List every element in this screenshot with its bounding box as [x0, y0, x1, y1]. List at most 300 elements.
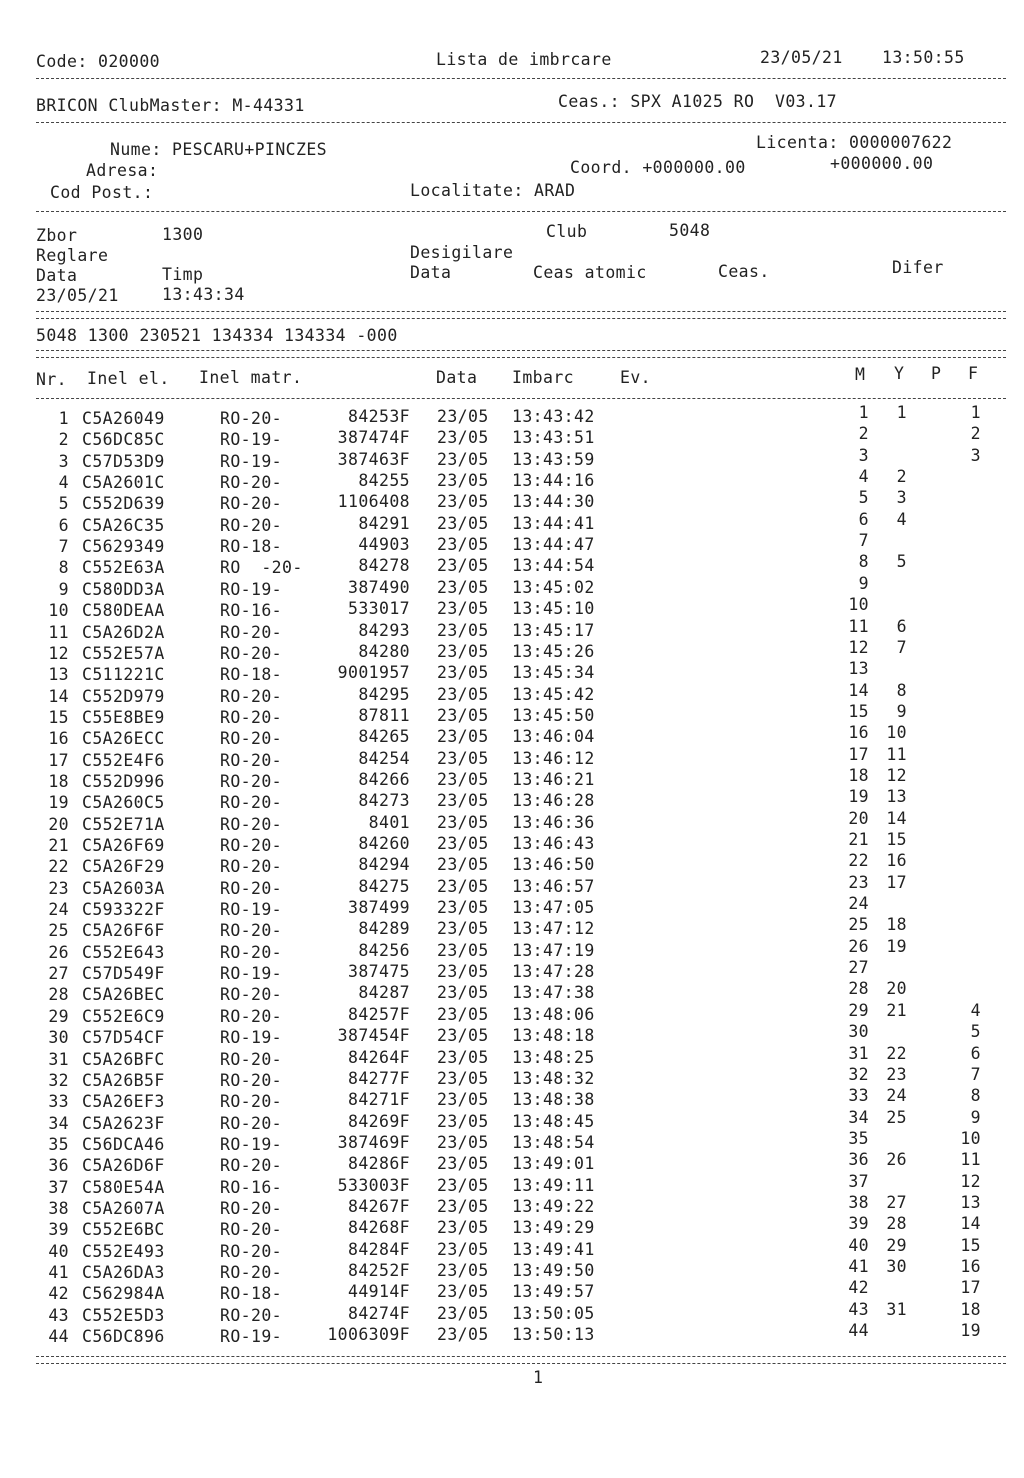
col-y: 26	[886, 1150, 907, 1170]
row-number: 33	[48, 1092, 69, 1112]
ring-number: 84286F	[347, 1154, 410, 1174]
arrival-date: 23/05	[437, 1261, 489, 1280]
arrival-date: 23/05	[437, 1325, 489, 1345]
electronic-ring: C57D53D9	[82, 451, 165, 471]
row-number: 11	[48, 622, 69, 642]
col-m: 14	[848, 680, 869, 700]
col-y: 6	[896, 616, 907, 636]
arrival-time: 13:44:16	[512, 471, 595, 491]
arrival-time: 13:48:18	[512, 1026, 595, 1046]
col-m: 13	[848, 659, 869, 679]
ring-prefix: RO-20-	[220, 1049, 283, 1069]
col-f: 19	[960, 1321, 981, 1341]
col-f: 13	[960, 1192, 981, 1212]
arrival-date: 23/05	[437, 983, 489, 1003]
document-title: Lista de imbrcare	[436, 50, 612, 69]
arrival-date: 23/05	[437, 449, 489, 469]
col-f: 5	[970, 1022, 981, 1042]
arrival-date: 23/05	[437, 1282, 489, 1302]
electronic-ring: C5A26F69	[82, 836, 165, 855]
arrival-time: 13:46:04	[512, 727, 595, 747]
ring-prefix: RO-20-	[220, 942, 283, 962]
row-number: 20	[48, 814, 69, 834]
arrival-time: 13:46:43	[512, 834, 595, 853]
col-f: 10	[960, 1128, 981, 1148]
col-f: 14	[960, 1214, 981, 1234]
ring-prefix: RO-20-	[220, 771, 283, 791]
arrival-time: 13:45:42	[512, 684, 595, 704]
row-number: 12	[48, 643, 69, 663]
arrival-time: 13:45:17	[512, 620, 595, 640]
row-number: 21	[48, 836, 69, 855]
arrival-time: 13:46:12	[512, 748, 595, 768]
arrival-date: 23/05	[437, 791, 489, 811]
row-number: 23	[48, 878, 69, 898]
col-m: 5	[858, 488, 869, 508]
ring-number: 84284F	[347, 1239, 410, 1259]
electronic-ring: C5A26F29	[82, 857, 165, 877]
col-m: 39	[848, 1214, 869, 1234]
row-number: 1	[58, 409, 69, 428]
row-number: 32	[48, 1070, 69, 1090]
ring-number: 84257F	[347, 1004, 410, 1024]
summary-line: 5048 1300 230521 134334 134334 -000	[36, 326, 398, 345]
divider	[36, 350, 1006, 351]
ring-prefix: RO-20-	[220, 1113, 283, 1133]
ring-prefix: RO-18-	[220, 1284, 283, 1304]
divider	[36, 122, 1006, 123]
arrival-time: 13:44:47	[512, 535, 595, 555]
col-f: 16	[960, 1257, 981, 1276]
col-m: 42	[848, 1278, 869, 1298]
arrival-time: 13:46:50	[512, 855, 595, 875]
col-y: 14	[886, 808, 907, 828]
arrival-time: 13:49:11	[512, 1175, 595, 1195]
locality: Localitate: ARAD	[410, 181, 576, 200]
arrival-time: 13:46:36	[512, 812, 595, 832]
arrival-time: 13:49:01	[512, 1154, 595, 1174]
col-m: 37	[848, 1171, 869, 1191]
row-number: 30	[48, 1028, 69, 1048]
arrival-time: 13:45:50	[512, 705, 595, 725]
electronic-ring: C57D549F	[82, 964, 165, 984]
col-y: 17	[886, 872, 907, 892]
arrival-time: 13:47:38	[512, 983, 595, 1003]
col-m: 35	[848, 1128, 869, 1148]
column-header-f: F	[968, 364, 979, 383]
col-m: 3	[858, 445, 869, 465]
column-header-p: P	[931, 364, 942, 383]
ring-prefix: RO-19-	[220, 900, 283, 920]
ring-number: 84295	[358, 684, 410, 704]
col-y: 2	[896, 467, 907, 487]
ring-number: 84274F	[347, 1303, 410, 1323]
col-y: 15	[886, 830, 907, 849]
electronic-ring: C5A26BEC	[82, 985, 165, 1005]
col-m: 23	[848, 872, 869, 892]
electronic-ring: C552E4F6	[82, 750, 165, 770]
col-y: 24	[886, 1086, 907, 1106]
electronic-ring: C552E6C9	[82, 1006, 165, 1026]
row-number: 42	[48, 1284, 69, 1304]
col-m: 22	[848, 851, 869, 871]
col-m: 8	[858, 552, 869, 572]
col-m: 32	[848, 1064, 869, 1084]
column-header-inel-el: Inel el.	[87, 369, 170, 388]
ring-prefix: RO-18-	[220, 537, 283, 557]
electronic-ring: C552E643	[82, 942, 165, 962]
ring-prefix: RO-19-	[220, 1327, 283, 1347]
ring-number: 84253F	[347, 407, 410, 426]
electronic-ring: C56DCA46	[82, 1134, 165, 1154]
col-y: 4	[896, 509, 907, 529]
col-m: 43	[848, 1299, 869, 1319]
ring-number: 84271F	[347, 1090, 410, 1110]
row-number: 22	[48, 857, 69, 877]
arrival-date: 23/05	[437, 684, 489, 704]
column-header-data: Data	[436, 368, 478, 387]
ring-number: 44903	[358, 535, 410, 555]
arrival-date: 23/05	[437, 641, 489, 661]
column-header-nr: Nr.	[36, 370, 68, 389]
arrival-date: 23/05	[437, 876, 489, 896]
divider	[36, 78, 1006, 79]
col-y: 10	[886, 723, 907, 743]
ring-number: 1006309F	[327, 1325, 410, 1345]
col-m: 9	[858, 573, 869, 593]
arrival-time: 13:45:34	[512, 663, 595, 683]
arrival-date: 23/05	[437, 577, 489, 597]
row-number: 5	[58, 494, 69, 514]
col-m: 36	[848, 1150, 869, 1170]
ring-number: 84254	[358, 748, 410, 768]
arrival-date: 23/05	[437, 1111, 489, 1131]
arrival-date: 23/05	[437, 1154, 489, 1174]
col-y: 16	[886, 851, 907, 871]
row-number: 4	[58, 473, 69, 493]
ring-prefix: RO-18-	[220, 665, 283, 685]
ring-prefix: RO-19-	[220, 964, 283, 984]
ring-prefix: RO-20-	[220, 515, 283, 535]
arrival-time: 13:46:28	[512, 791, 595, 811]
arrival-time: 13:46:21	[512, 769, 595, 789]
col-m: 38	[848, 1192, 869, 1212]
arrival-time: 13:49:50	[512, 1261, 595, 1280]
col-m: 10	[848, 595, 869, 615]
arrival-date: 23/05	[437, 492, 489, 512]
col-m: 21	[848, 830, 869, 849]
ring-number: 84268F	[347, 1218, 410, 1238]
ring-prefix: RO-20-	[220, 1070, 283, 1090]
ring-number: 84280	[358, 641, 410, 661]
col-y: 7	[896, 637, 907, 657]
row-number: 40	[48, 1241, 69, 1261]
row-number: 34	[48, 1113, 69, 1133]
ring-prefix: RO-19-	[220, 579, 283, 599]
ring-prefix: RO-20-	[220, 643, 283, 663]
col-m: 2	[858, 424, 869, 444]
data-label-2: Data	[410, 263, 452, 282]
ring-number: 84266	[358, 769, 410, 789]
electronic-ring: C552E6BC	[82, 1220, 165, 1240]
licence-number: Licenta: 0000007622	[756, 133, 953, 152]
reglare-date: 23/05/21	[36, 286, 119, 305]
col-m: 12	[848, 637, 869, 657]
arrival-date: 23/05	[437, 471, 489, 491]
clock-info: Ceas.: SPX A1025 RO V03.17	[558, 92, 838, 111]
row-number: 9	[58, 579, 69, 599]
arrival-time: 13:43:42	[512, 407, 595, 426]
ring-prefix: RO-20-	[220, 985, 283, 1005]
col-f: 9	[970, 1107, 981, 1127]
arrival-time: 13:44:54	[512, 556, 595, 576]
ring-number: 533003F	[337, 1175, 410, 1195]
col-m: 30	[848, 1022, 869, 1042]
row-number: 31	[48, 1049, 69, 1069]
arrival-time: 13:48:25	[512, 1047, 595, 1067]
col-y: 5	[896, 552, 907, 572]
column-header-m: M	[855, 365, 866, 384]
ring-number: 84256	[358, 940, 410, 960]
arrival-time: 13:45:26	[512, 641, 595, 661]
arrival-time: 13:45:10	[512, 599, 595, 619]
ring-prefix: RO-20-	[220, 793, 283, 813]
arrival-date: 23/05	[437, 705, 489, 725]
flight-label: Zbor	[36, 226, 78, 245]
ring-prefix: RO-20-	[220, 921, 283, 941]
ring-number: 44914F	[347, 1282, 410, 1302]
col-m: 28	[848, 979, 869, 999]
ring-prefix: RO-20-	[220, 857, 283, 877]
electronic-ring: C552E5D3	[82, 1305, 165, 1325]
ring-prefix: RO-16-	[220, 601, 283, 621]
col-m: 26	[848, 936, 869, 956]
arrival-time: 13:43:51	[512, 428, 595, 448]
col-m: 33	[848, 1086, 869, 1106]
club-label: Club	[546, 222, 588, 241]
row-number: 27	[48, 964, 69, 984]
ring-prefix: RO-20-	[220, 1305, 283, 1325]
electronic-ring: C56DC85C	[82, 430, 165, 450]
arrival-date: 23/05	[437, 1132, 489, 1152]
electronic-ring: C552D979	[82, 686, 165, 706]
postal-code-label: Cod Post.:	[50, 183, 154, 202]
ring-prefix: RO-16-	[220, 1177, 283, 1197]
ring-prefix: RO -20-	[220, 558, 303, 578]
col-f: 6	[970, 1043, 981, 1063]
arrival-date: 23/05	[437, 1175, 489, 1195]
col-m: 20	[848, 808, 869, 828]
arrival-date: 23/05	[437, 428, 489, 448]
ring-prefix: RO-20-	[220, 1241, 283, 1261]
electronic-ring: C5A2607A	[82, 1198, 165, 1218]
ring-number: 1106408	[337, 492, 410, 512]
ring-prefix: RO-19-	[220, 1134, 283, 1154]
arrival-time: 13:49:57	[512, 1282, 595, 1302]
arrival-date: 23/05	[437, 1218, 489, 1238]
ring-number: 84277F	[347, 1068, 410, 1088]
col-y: 31	[886, 1299, 907, 1319]
difference-label: Difer	[892, 258, 944, 277]
col-y: 25	[886, 1107, 907, 1127]
ring-prefix: RO-20-	[220, 1156, 283, 1176]
arrival-date: 23/05	[437, 727, 489, 747]
row-number: 2	[58, 430, 69, 450]
electronic-ring: C55E8BE9	[82, 707, 165, 727]
col-m: 17	[848, 744, 869, 764]
ring-prefix: RO-20-	[220, 1198, 283, 1218]
clock-label: Ceas.	[718, 262, 770, 281]
ring-number: 84269F	[347, 1111, 410, 1131]
arrival-date: 23/05	[437, 663, 489, 683]
electronic-ring: C511221C	[82, 665, 165, 685]
col-y: 13	[886, 787, 907, 807]
col-f: 2	[970, 424, 981, 444]
print-date: 23/05/21	[760, 48, 843, 67]
arrival-date: 23/05	[437, 513, 489, 533]
ring-number: 84278	[358, 556, 410, 576]
electronic-ring: C580DEAA	[82, 601, 165, 621]
arrival-time: 13:46:57	[512, 876, 595, 896]
col-m: 6	[858, 509, 869, 529]
ring-number: 84264F	[347, 1047, 410, 1067]
electronic-ring: C5A26F6F	[82, 921, 165, 941]
electronic-ring: C562984A	[82, 1284, 165, 1304]
column-header-imbarc: Imbarc	[512, 368, 575, 387]
electronic-ring: C5A26C35	[82, 515, 165, 535]
row-number: 24	[48, 900, 69, 920]
row-number: 25	[48, 921, 69, 941]
column-header-y: Y	[894, 364, 905, 383]
col-y: 19	[886, 936, 907, 956]
row-number: 28	[48, 985, 69, 1005]
desigilare-label: Desigilare	[410, 243, 514, 262]
electronic-ring: C5A26049	[82, 409, 165, 428]
ring-number: 387469F	[337, 1132, 410, 1152]
arrival-date: 23/05	[437, 1303, 489, 1323]
ring-prefix: RO-20-	[220, 1092, 283, 1112]
coordinates: Coord. +000000.00	[570, 158, 746, 177]
arrival-date: 23/05	[437, 748, 489, 768]
col-m: 11	[848, 616, 869, 636]
ring-number: 533017	[347, 599, 410, 619]
column-header-ev: Ev.	[620, 368, 652, 387]
col-m: 40	[848, 1235, 869, 1255]
address-label: Adresa:	[86, 161, 159, 180]
col-y: 30	[886, 1257, 907, 1276]
arrival-date: 23/05	[437, 1239, 489, 1259]
col-y: 3	[896, 488, 907, 508]
col-m: 27	[848, 958, 869, 978]
electronic-ring: C552E63A	[82, 558, 165, 578]
arrival-time: 13:47:12	[512, 919, 595, 939]
timp-label: Timp	[162, 265, 204, 284]
ring-prefix: RO-20-	[220, 1220, 283, 1240]
ring-number: 87811	[358, 705, 410, 725]
row-number: 6	[58, 515, 69, 535]
ring-prefix: RO-20-	[220, 707, 283, 727]
table-row	[0, 1321, 1024, 1350]
arrival-date: 23/05	[437, 1068, 489, 1088]
electronic-ring: C5A2623F	[82, 1113, 165, 1133]
col-m: 15	[848, 701, 869, 721]
arrival-date: 23/05	[437, 919, 489, 939]
electronic-ring: C580E54A	[82, 1177, 165, 1197]
divider	[36, 1356, 1006, 1357]
arrival-date: 23/05	[437, 769, 489, 789]
ring-number: 387454F	[337, 1026, 410, 1046]
electronic-ring: C5A26EF3	[82, 1092, 165, 1112]
col-y: 23	[886, 1064, 907, 1084]
col-m: 25	[848, 915, 869, 935]
ring-prefix: RO-20-	[220, 473, 283, 493]
divider	[36, 318, 1006, 319]
ring-number: 8401	[368, 812, 410, 832]
divider	[36, 398, 1006, 399]
arrival-time: 13:50:05	[512, 1303, 595, 1323]
arrival-time: 13:45:02	[512, 577, 595, 597]
row-number: 29	[48, 1006, 69, 1026]
ring-prefix: RO-19-	[220, 451, 283, 471]
electronic-ring: C552E493	[82, 1241, 165, 1261]
arrival-date: 23/05	[437, 1004, 489, 1024]
ring-number: 84289	[358, 919, 410, 939]
col-m: 44	[848, 1321, 869, 1341]
ring-prefix: RO-20-	[220, 622, 283, 642]
arrival-time: 13:49:22	[512, 1196, 595, 1216]
row-number: 41	[48, 1263, 69, 1282]
col-y: 28	[886, 1214, 907, 1234]
arrival-time: 13:44:30	[512, 492, 595, 512]
ring-prefix: RO-19-	[220, 430, 283, 450]
ring-number: 387463F	[337, 449, 410, 469]
col-m: 31	[848, 1043, 869, 1063]
ring-number: 84265	[358, 727, 410, 747]
ring-prefix: RO-20-	[220, 836, 283, 855]
ring-prefix: RO-20-	[220, 494, 283, 514]
row-number: 26	[48, 942, 69, 962]
divider	[36, 211, 1006, 212]
divider	[36, 1363, 1006, 1364]
arrival-time: 13:48:32	[512, 1068, 595, 1088]
ring-number: 84273	[358, 791, 410, 811]
arrival-date: 23/05	[437, 535, 489, 555]
row-number: 18	[48, 771, 69, 791]
electronic-ring: C5A2603A	[82, 878, 165, 898]
ring-prefix: RO-20-	[220, 729, 283, 749]
col-y: 20	[886, 979, 907, 999]
electronic-ring: C5A26BFC	[82, 1049, 165, 1069]
arrival-time: 13:49:29	[512, 1218, 595, 1238]
row-number: 17	[48, 750, 69, 770]
col-m: 19	[848, 787, 869, 807]
reglare-label: Reglare	[36, 246, 109, 265]
ring-prefix: RO-20-	[220, 686, 283, 706]
arrival-date: 23/05	[437, 962, 489, 982]
arrival-date: 23/05	[437, 812, 489, 832]
col-m: 24	[848, 894, 869, 914]
arrival-date: 23/05	[437, 855, 489, 875]
arrival-date: 23/05	[437, 940, 489, 960]
divider	[36, 357, 1006, 358]
col-m: 7	[858, 531, 869, 551]
ring-number: 84267F	[347, 1196, 410, 1216]
row-number: 37	[48, 1177, 69, 1197]
row-number: 44	[48, 1327, 69, 1347]
row-number: 35	[48, 1134, 69, 1154]
electronic-ring: C552D996	[82, 771, 165, 791]
electronic-ring: C56DC896	[82, 1327, 165, 1347]
